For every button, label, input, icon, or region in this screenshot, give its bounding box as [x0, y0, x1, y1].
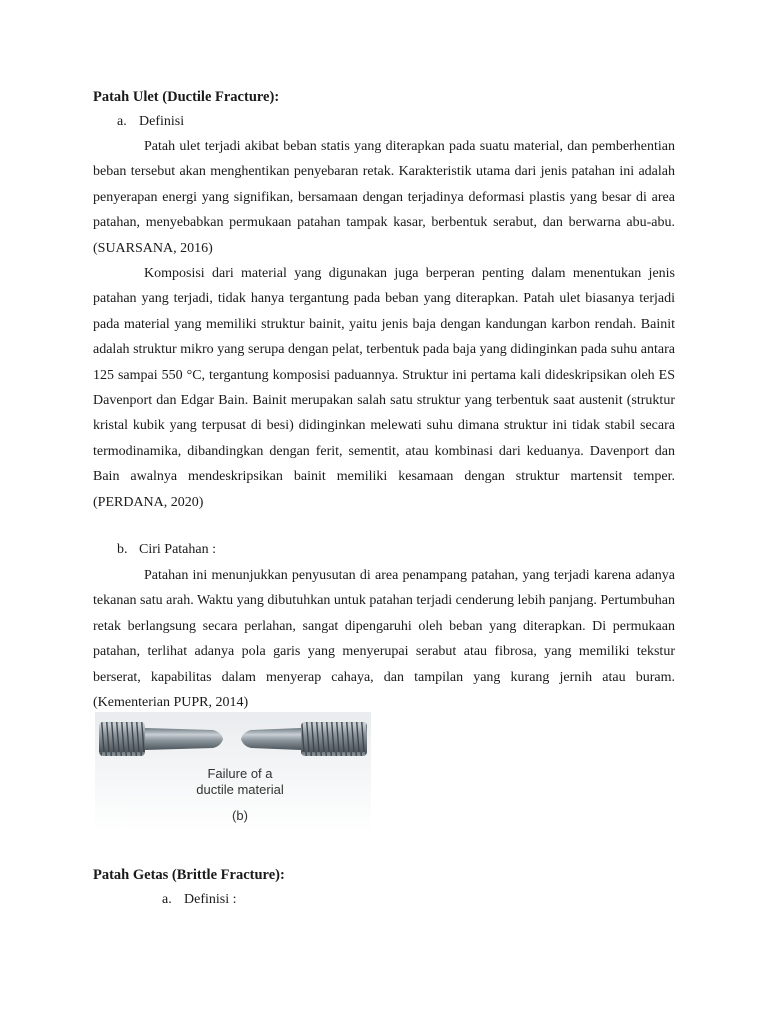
figure-caption-label: (b) — [232, 808, 248, 823]
list-label: Definisi — [139, 114, 185, 129]
figure-caption-line1: Failure of a — [207, 766, 273, 781]
section-heading-brittle: Patah Getas (Brittle Fracture): — [93, 867, 285, 883]
list-marker: a. — [162, 892, 172, 907]
list-label: Definisi : — [184, 892, 237, 907]
list-marker: a. — [117, 114, 127, 129]
paragraph-definisi: Patah ulet terjadi akibat beban statis yang diterapkan pada suatu material, dan pemberhentian beban tersebut akan menghentikan penyebaran retak. Karakteristik utama dari jenis patahan ini adalah penyerapan energi yang signifikan, bersamaan dengan terjadinya deformasi plastis yang besar di area patahan, menyebabkan permukaan patahan tampak kasar, berbentuk serabut, dan berwarna abu-abu. (SUARSANA, 2016) — [93, 139, 675, 256]
list-item-definisi — [117, 113, 184, 131]
list-item-ciri-patahan — [117, 541, 216, 559]
left-thread — [99, 722, 145, 756]
list-label: Ciri Patahan : — [139, 542, 216, 557]
paragraph-ciri-patahan: Patahan ini menunjukkan penyusutan di area penampang patahan, yang terjadi karena adanya tekanan satu arah. Waktu yang dibutuhkan untuk patahan terjadi cenderung lebih panjang. Pertumbuhan retak berlangsung secara perlahan, sangat dipengaruhi oleh beban yang diterapkan. Di permukaan patahan, terlihat adanya pola garis yang menyerupai serabut atau fibrosa, yang memiliki tekstur berserat, kapabilitas dalam menyerap cahaya, dan tampilan yang kurang jernih atau buram. (Kementerian PUPR, 2014) — [93, 568, 675, 711]
list-item-definisi-brittle — [162, 891, 237, 909]
section-heading-ductile: Patah Ulet (Ductile Fracture): — [93, 89, 280, 105]
paragraph-komposisi: Komposisi dari material yang digunakan juga berperan penting dalam menentukan jenis patahan yang terjadi, tidak hanya tergantung pada beban yang diterapkan. Patah ulet biasanya terjadi pada material yang memiliki struktur bainit, yaitu jenis baja dengan kandungan karbon rendah. Bainit adalah struktur mikro yang serupa dengan pelat, terbentuk pada baja yang didinginkan pada suhu antara 125 sampai 550 °C, tergantung komposisi paduannya. Struktur ini pertama kali dideskripsikan oleh ES Davenport dan Edgar Bain. Bainit merupakan salah satu struktur yang terbentuk saat austenit (struktur kristal kubik yang terpusat di besi) didinginkan melewati suhu dimana struktur ini tidak stabil secara termodinamika, dibandingkan dengan ferit, sementit, atau kombinasi dari keduanya. Davenport dan Bain awalnya mendeskripsikan bainit memiliki kesamaan dengan struktur martensit temper. (PERDANA, 2020) — [93, 266, 675, 510]
right-thread — [301, 722, 367, 756]
right-shank — [241, 728, 301, 750]
list-marker: b. — [117, 542, 128, 557]
left-shank — [145, 728, 223, 750]
figure-caption-line2: ductile material — [196, 782, 284, 797]
